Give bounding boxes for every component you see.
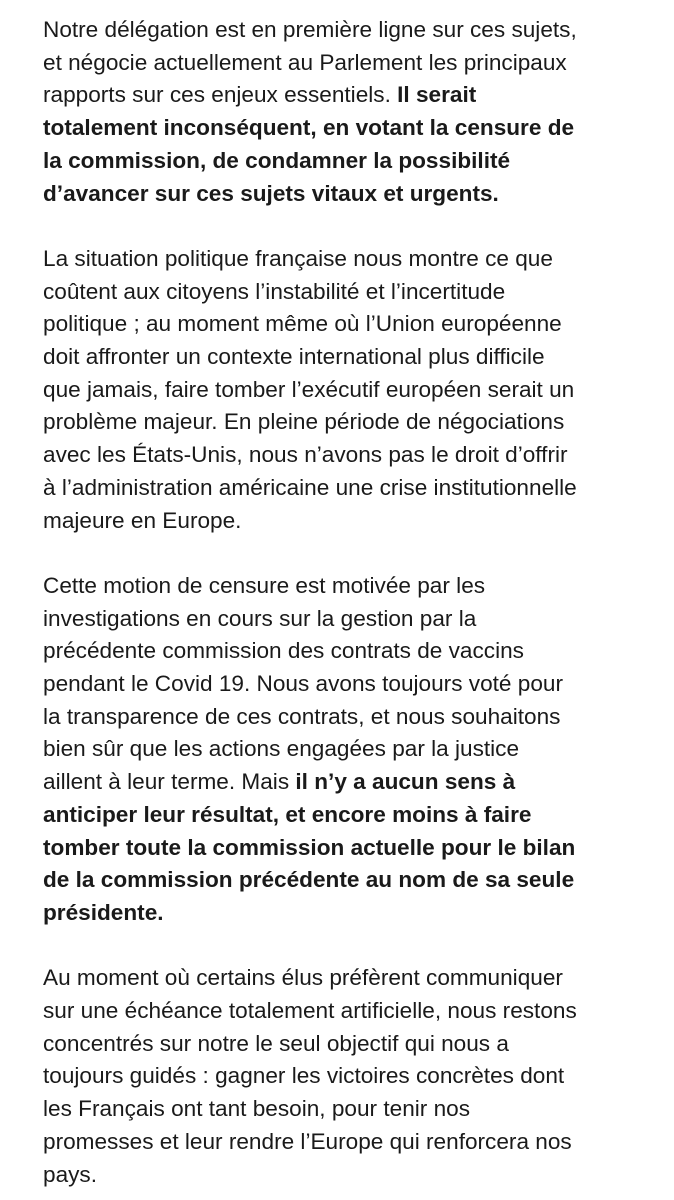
paragraph-text-bold: Il serait totalement inconséquent, en votant la censure de la commission, de condamner la possibilité d’avancer sur ces sujets vitaux et urgents. [43, 82, 575, 206]
paragraph [43, 570, 643, 930]
paragraph [43, 243, 643, 537]
paragraph-text: Cette motion de censure est motivée par les investigations en cours sur la gestion par la précédente commission des contrats de vaccins pendant le Covid 19. Nous avons toujours voté pour la transparence de ces contrats, et nous souhaitons bien sûr que les actions engagées par la justice aillent à leur terme. Mais [43, 572, 563, 795]
paragraph-text: La situation politique française nous montre ce que coûtent aux citoyens l’instabilité et l’incertitude politique ; au moment même où l’Union européenne doit affronter un contexte international plus difficile que jamais, faire tomber l’exécutif européen serait un problème majeur. En pleine période de négociations avec les États-Unis, nous n’avons pas le droit d’offrir à l’administration américaine une crise institutionnelle majeure en Europe. [43, 245, 577, 533]
paragraph-text: Notre délégation est en première ligne sur ces sujets, et négocie actuellement au Parlement les principaux rapports sur ces enjeux essentiels. [43, 17, 577, 108]
paragraph-text-bold: il n’y a aucun sens à anticiper leur résultat, et encore moins à faire tomber toute la commission actuelle pour le bilan de la commission précédente au nom de sa seule présidente. [43, 769, 576, 925]
paragraph [43, 14, 643, 210]
document-body [43, 14, 643, 1191]
paragraph-text: Au moment où certains élus préfèrent communiquer sur une échéance totalement artificielle, nous restons concentrés sur notre le seul objectif qui nous a toujours guidés : gagner les victoires concrètes dont les Français ont tant besoin, pour tenir nos promesses et leur rendre l’Europe qui renforcera nos pays. [43, 965, 577, 1187]
paragraph [43, 962, 643, 1191]
